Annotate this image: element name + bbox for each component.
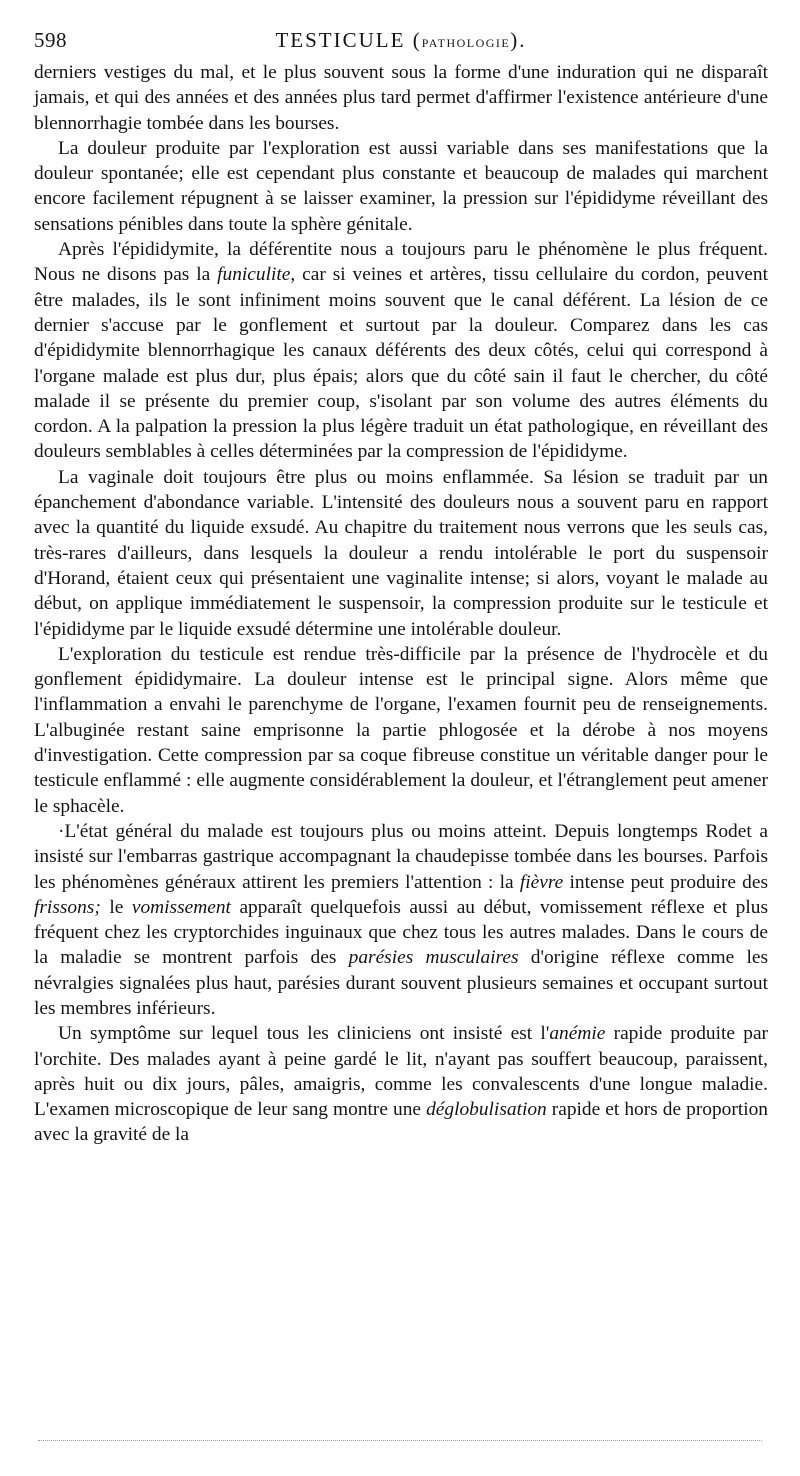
running-head-open-paren: ( [405, 28, 422, 52]
text-run: , car si veines et artères, tissu cellulaire du cordon, peuvent être malades, ils le sont infiniment moins souvent que le canal déférent. La lésion de ce dernier s'accuse par le gonflement et surtout par la douleur. Comparez dans les cas d'épididymite blennorrhagique les canaux déférents des deux côtés, celui qui correspond à l'organe malade est plus dur, plus épais; alors que du côté sain il faut le chercher, du côté malade il se présente du premier coup, s'isolant par son volume des autres éléments du cordon. A la palpation la pression la plus légère traduit un état pathologique, en réveillant des douleurs semblables à celles déterminées par la compression de l'épididyme. [34, 264, 768, 463]
paragraph [34, 237, 768, 465]
italic-term: parésies musculaires [348, 947, 519, 969]
text-run: La douleur produite par l'exploration est aussi variable dans ses manifestations que la douleur spontanée; elle est cependant plus constante et beaucoup de malades qui marchent encore facilement répugnent à se laisser examiner, la pression sur l'épididyme réveillant des sensations pénibles dans toute la sphère génitale. [34, 137, 768, 235]
book-page [34, 28, 768, 1148]
text-run: d'origine réflexe comme les névralgies signalées plus haut, parésies durant souvent plusieurs semaines et occupant surtout les membres inférieurs. [34, 947, 769, 1019]
paragraph [34, 136, 768, 237]
running-head [34, 28, 768, 53]
text-run: L'exploration du testicule est rendue très-difficile par la présence de l'hydrocèle et du gonflement épididymaire. La douleur intense est le principal signe. Alors même que l'inflammation a envahi le parenchyme de l'organe, l'examen fournit peu de renseignements. L'albuginée restant saine emprisonne la partie phlogosée et la dérobe à nos moyens d'investigation. Cette compression par sa coque fibreuse constitue un véritable danger pour le testicule enflammé : elle augmente considérablement la douleur, et l'étranglement peut amener le sphacèle. [34, 643, 768, 817]
running-head-close-paren: ). [510, 28, 527, 52]
body-text [34, 60, 768, 1148]
italic-term: fièvre [519, 871, 564, 893]
italic-term: frissons; [34, 896, 101, 918]
text-run: le [100, 896, 132, 918]
text-run: rapide produite par l'orchite. Des malades ayant à peine gardé le lit, n'ayant pas souffert beaucoup, paraissent, après huit ou dix jours, pâles, amaigris, comme les convalescents d'une longue maladie. L'examen microscopique de leur sang montre une [34, 1023, 769, 1121]
paragraph [34, 465, 768, 642]
text-run: apparaît quelquefois aussi au début, vomissement réflexe et plus fréquent chez les cryptorchides inguinaux que chez tous les autres malades. Dans le cours de la maladie se montrent parfois des [34, 896, 768, 969]
italic-term: déglobulisation [426, 1099, 547, 1121]
page-number: 598 [34, 28, 67, 52]
text-run: rapide et hors de proportion avec la gravité de la [34, 1099, 768, 1146]
paragraph [34, 819, 768, 1021]
paragraph [34, 1021, 768, 1147]
text-run: derniers vestiges du mal, et le plus souvent sous la forme d'une induration qui ne disparaît jamais, et qui des années et des années plus tard permet d'affirmer l'existence antérieure d'une blennorrhagie tombée dans les bourses. [34, 62, 768, 134]
italic-term: anémie [549, 1023, 606, 1045]
text-run: ·L'état général du malade est toujours plus ou moins atteint. Depuis longtemps Rodet a insisté sur l'embarras gastrique accompagnant la chaudepisse tombée dans les bourses. Parfois les phénomènes généraux attirent les premiers l'attention : la [34, 820, 768, 893]
italic-term: funiculite [217, 264, 291, 286]
text-run: intense peut produire des [563, 871, 768, 893]
paragraph [34, 642, 768, 819]
running-head-title: TESTICULE [275, 28, 406, 52]
running-head-section: PATHOLOGIE [421, 36, 511, 50]
text-run: Un symptôme sur lequel tous les cliniciens ont insisté est l' [58, 1023, 550, 1045]
text-run: Après l'épididymite, la déférentite nous a toujours paru le phénomène le plus fréquent. Nous ne disons pas la [34, 239, 768, 286]
page-header [34, 28, 768, 60]
italic-term: vomissement [131, 896, 231, 918]
footer-rule [38, 1440, 762, 1441]
text-run: La vaginale doit toujours être plus ou moins enflammée. Sa lésion se traduit par un épanchement d'abondance variable. L'intensité des douleurs nous a souvent paru en rapport avec la quantité du liquide exsudé. Au chapitre du traitement nous verrons que les seuls cas, très-rares d'ailleurs, dans lesquels la douleur a rendu intolérable le port du suspensoir d'Horand, étaient ceux qui présentaient une vaginalite intense; si alors, voyant le malade au début, on applique immédiatement le suspensoir, la compression produite sur le testicule et l'épididyme par le liquide exsudé détermine une intolérable douleur. [34, 466, 768, 640]
paragraph [34, 60, 768, 136]
